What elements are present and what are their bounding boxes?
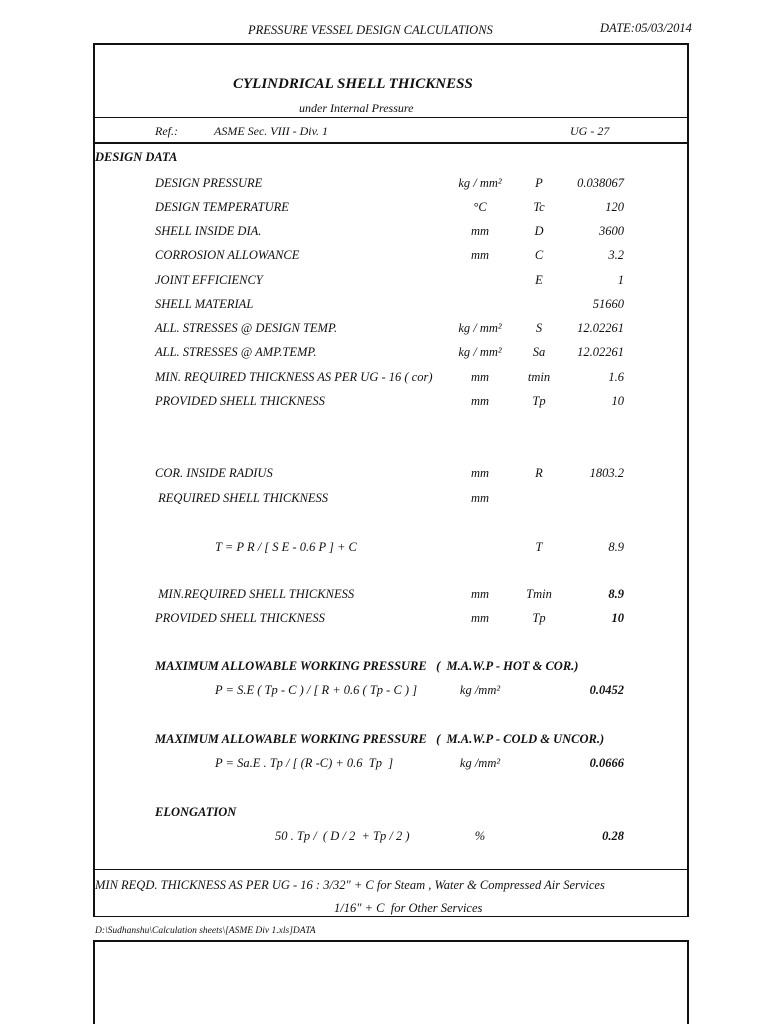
frame-right	[687, 43, 689, 917]
mawp-hot-value: 0.0452	[589, 683, 624, 697]
row-symbol: tmin	[527, 370, 551, 384]
row-value: 0.038067	[577, 176, 624, 190]
row-label: SHELL INSIDE DIA.	[155, 224, 262, 238]
row-symbol: P	[535, 176, 543, 190]
row-label: PROVIDED SHELL THICKNESS	[155, 394, 325, 408]
min-thickness-note-line1: MIN REQD. THICKNESS AS PER UG - 16 : 3/32" + C for Steam , Water & Compressed Air Services	[95, 878, 605, 892]
row-unit: kg / mm²	[458, 321, 502, 335]
mawp-hot-unit: kg /mm²	[459, 683, 501, 697]
row-unit: kg / mm²	[458, 345, 502, 359]
row-unit: mm	[470, 224, 490, 238]
required-thickness-unit: mm	[470, 491, 490, 505]
provided-thickness-label: PROVIDED SHELL THICKNESS	[155, 611, 325, 625]
thickness-formula: T = P R / [ S E - 0.6 P ] + C	[215, 540, 357, 554]
mawp-cold-heading: MAXIMUM ALLOWABLE WORKING PRESSURE ( M.A.W.P - COLD & UNCOR.)	[155, 732, 605, 746]
document-title: PRESSURE VESSEL DESIGN CALCULATIONS	[248, 23, 493, 37]
divider-above-note	[93, 869, 689, 870]
frame-bottom	[93, 916, 689, 917]
corroded-radius-value: 1803.2	[589, 466, 624, 480]
elongation-heading: ELONGATION	[155, 805, 237, 819]
ref-label: Ref.:	[155, 124, 178, 138]
next-frame-top	[93, 940, 689, 942]
row-unit: mm	[470, 370, 490, 384]
thickness-formula-symbol: T	[535, 540, 543, 554]
provided-thickness-value: 10	[611, 611, 624, 625]
elongation-unit: %	[474, 829, 486, 843]
row-value: 12.02261	[577, 345, 624, 359]
row-label: MIN. REQUIRED THICKNESS AS PER UG - 16 ( cor)	[155, 370, 433, 384]
divider-under-ref	[93, 142, 689, 144]
corroded-radius-unit: mm	[470, 466, 490, 480]
min-required-symbol: Tmin	[526, 587, 552, 601]
row-value: 51660	[592, 297, 624, 311]
row-label: JOINT EFFICIENCY	[155, 273, 263, 287]
row-symbol: Tp	[532, 394, 546, 408]
provided-thickness-symbol: Tp	[532, 611, 546, 625]
section-title: CYLINDRICAL SHELL THICKNESS	[233, 76, 473, 92]
row-symbol: E	[535, 273, 543, 287]
min-required-value: 8.9	[608, 587, 624, 601]
document-date: DATE:05/03/2014	[600, 21, 692, 35]
row-value: 120	[605, 200, 624, 214]
mawp-hot-formula: P = S.E ( Tp - C ) / [ R + 0.6 ( Tp - C ) ]	[215, 683, 418, 697]
min-required-label: MIN.REQUIRED SHELL THICKNESS	[155, 587, 355, 601]
min-required-unit: mm	[470, 587, 490, 601]
row-value: 3.2	[608, 248, 624, 262]
section-subtitle: under Internal Pressure	[299, 101, 414, 115]
row-unit: mm	[470, 248, 490, 262]
elongation-value: 0.28	[602, 829, 624, 843]
row-value: 1	[617, 273, 624, 287]
row-label: SHELL MATERIAL	[155, 297, 254, 311]
row-label: ALL. STRESSES @ DESIGN TEMP.	[155, 321, 338, 335]
ref-code: UG - 27	[570, 124, 610, 138]
frame-top	[93, 43, 689, 45]
row-symbol: S	[535, 321, 543, 335]
ref-standard: ASME Sec. VIII - Div. 1	[214, 124, 329, 138]
row-label: DESIGN TEMPERATURE	[155, 200, 289, 214]
row-value: 3600	[599, 224, 624, 238]
next-frame-left	[93, 940, 95, 1024]
corroded-radius-label: COR. INSIDE RADIUS	[155, 466, 273, 480]
row-symbol: Tc	[533, 200, 545, 214]
row-unit: °C	[473, 200, 487, 214]
row-symbol: D	[534, 224, 544, 238]
next-frame-right	[687, 940, 689, 1024]
mawp-cold-value: 0.0666	[589, 756, 624, 770]
row-label: DESIGN PRESSURE	[155, 176, 263, 190]
required-thickness-label: REQUIRED SHELL THICKNESS	[155, 491, 329, 505]
row-symbol: C	[534, 248, 544, 262]
divider-under-title	[93, 117, 689, 118]
row-value: 12.02261	[577, 321, 624, 335]
frame-left	[93, 43, 95, 917]
corroded-radius-symbol: R	[535, 466, 543, 480]
provided-thickness-unit: mm	[470, 611, 490, 625]
row-label: CORROSION ALLOWANCE	[155, 248, 300, 262]
row-unit: mm	[470, 394, 490, 408]
row-label: ALL. STRESSES @ AMP.TEMP.	[155, 345, 317, 359]
min-thickness-note-line2: 1/16" + C for Other Services	[334, 901, 483, 915]
thickness-formula-value: 8.9	[608, 540, 624, 554]
mawp-hot-heading: MAXIMUM ALLOWABLE WORKING PRESSURE ( M.A.W.P - HOT & COR.)	[155, 659, 579, 673]
mawp-cold-formula: P = Sa.E . Tp / [ (R -C) + 0.6 Tp ]	[215, 756, 394, 770]
row-value: 10	[611, 394, 624, 408]
row-unit: kg / mm²	[458, 176, 502, 190]
elongation-formula: 50 . Tp / ( D / 2 + Tp / 2 )	[275, 829, 410, 843]
mawp-cold-unit: kg /mm²	[459, 756, 501, 770]
design-data-heading: DESIGN DATA	[95, 150, 178, 164]
file-path: D:\Sudhanshu\Calculation sheets\[ASME Div 1.xls]DATA	[95, 926, 316, 936]
row-symbol: Sa	[532, 345, 546, 359]
row-value: 1.6	[608, 370, 624, 384]
